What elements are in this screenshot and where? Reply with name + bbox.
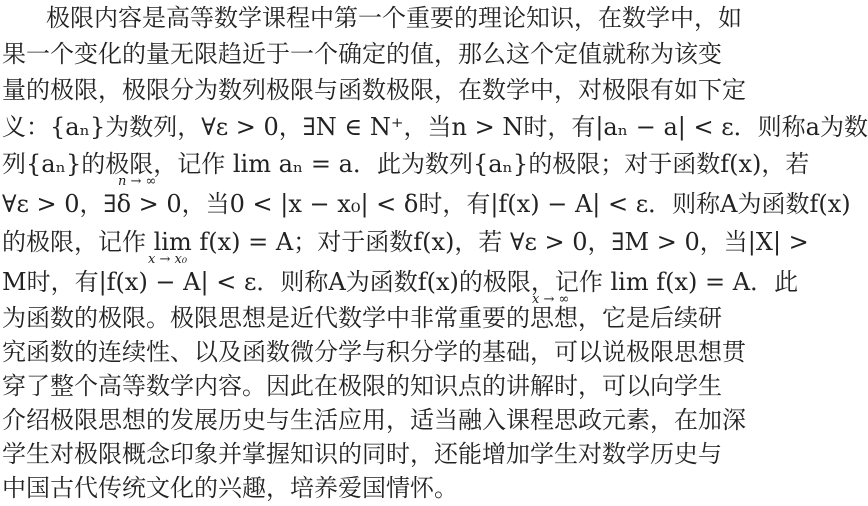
text-line-3: 量的极限，极限分为数列极限与函数极限，在数学中，对极限有如下定 <box>2 76 746 104</box>
limit-subscript-inf: x → ∞ <box>532 292 570 307</box>
limit-subscript-x0: x → x₀ <box>148 252 188 267</box>
text-line-9: 为函数的极限。极限思想是近代数学中非常重要的思想，它是后续研 <box>2 304 722 332</box>
text-line-10: 究函数的连续性、以及函数微分学与积分学的基础，可以说极限思想贯 <box>2 338 746 366</box>
text-line-8: M时，有|f(x) − A| < ε．则称A为函数f(x)的极限，记作 lim f(x) = A．此 <box>2 268 799 296</box>
text-line-12: 介绍极限思想的发展历史与生活应用，适当融入课程思政元素，在加深 <box>2 406 746 434</box>
text-line-4: 义：{aₙ}为数列，∀ε > 0，∃N ∈ N⁺，当n > N时，有|aₙ − a| < ε．则称a为数 <box>2 113 868 141</box>
text-line-7: 的极限，记作 lim f(x) = A；对于函数f(x)，若 ∀ε > 0，∃M > 0，当|X| > <box>2 228 809 256</box>
text-line-5: 列{aₙ}的极限，记作 lim aₙ = a．此为数列{aₙ}的极限；对于函数f(x)，若 <box>2 150 810 178</box>
text-line-13: 学生对极限概念印象并掌握知识的同时，还能增加学生对数学历史与 <box>2 440 722 468</box>
text-line-1: 极限内容是高等数学课程中第一个重要的理论知识，在数学中，如 <box>46 4 742 32</box>
text-line-6: ∀ε > 0，∃δ > 0，当0 < |x − x₀| < δ时，有|f(x) − A| < ε．则称A为函数f(x) <box>2 190 851 218</box>
text-line-11: 穿了整个高等数学内容。因此在极限的知识点的讲解时，可以向学生 <box>2 372 722 400</box>
text-line-2: 果一个变化的量无限趋近于一个确定的值，那么这个定值就称为该变 <box>2 40 722 68</box>
limit-subscript-seq: n → ∞ <box>118 174 157 189</box>
text-line-14: 中国古代传统文化的兴趣，培养爱国情怀。 <box>2 474 458 502</box>
